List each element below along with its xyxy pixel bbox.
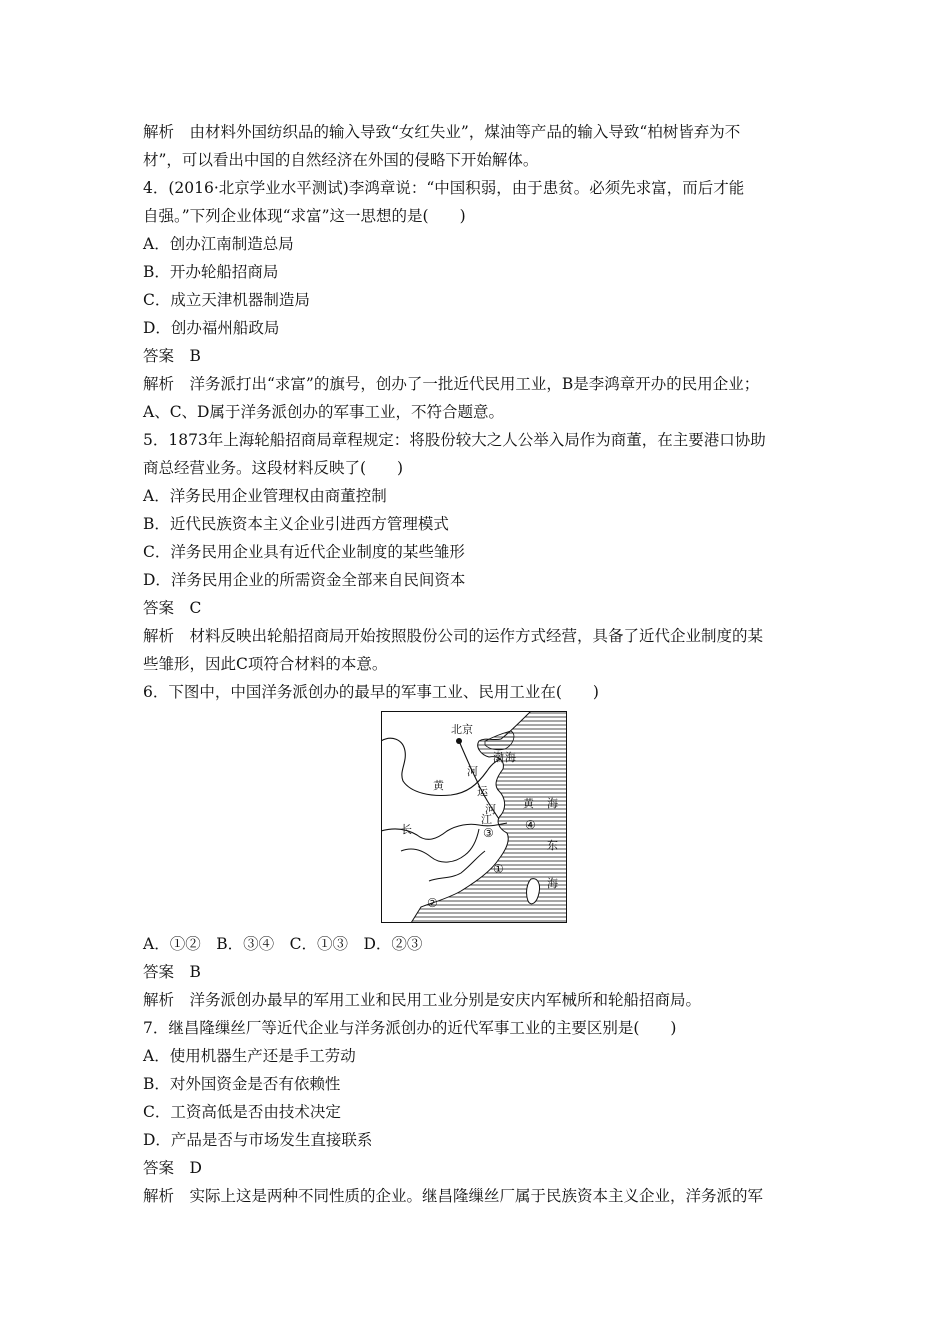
map-label-east-sea: 海 (547, 877, 558, 890)
question-4-option-c: C．成立天津机器制造局 (143, 291, 310, 309)
map-label-yangtze: 江 (481, 813, 492, 826)
question-5-stem: 商总经营业务。这段材料反映了( ) (143, 459, 404, 477)
map-label-east-sea: 东 (547, 839, 558, 852)
map-label-yellow-sea: 黄 (523, 797, 534, 810)
question-5-analysis: 些雏形，因此C项符合材料的本意。 (143, 655, 388, 673)
question-5-option-b: B．近代民族资本主义企业引进西方管理模式 (143, 515, 449, 533)
question-5-answer: 答案 C (143, 599, 202, 617)
question-6-answer: 答案 B (143, 963, 201, 981)
question-7-option-d: D．产品是否与市场发生直接联系 (143, 1131, 373, 1149)
question-5-option-c: C．洋务民用企业具有近代企业制度的某些雏形 (143, 543, 465, 561)
question-7-option-a: A．使用机器生产还是手工劳动 (143, 1047, 356, 1065)
map-marker-3: ③ (483, 826, 494, 840)
question-7-stem: 7．继昌隆缫丝厂等近代企业与洋务派创办的近代军事工业的主要区别是( ) (143, 1019, 677, 1037)
question-5-option-d: D．洋务民用企业的所需资金全部来自民间资本 (143, 571, 466, 589)
south-river (429, 851, 485, 881)
question-4-option-a: A．创办江南制造总局 (143, 235, 294, 253)
map-label-bohai: 海 (505, 751, 516, 764)
question-5-stem: 5．1873年上海轮船招商局章程规定：将股份较大之人公举入局作为商董，在主要港口协助 (143, 431, 766, 449)
text-line: 材”，可以看出中国的自然经济在外国的侵略下开始解体。 (143, 151, 539, 169)
text-line: 解析 由材料外国纺织品的输入导致“女红失业”，煤油等产品的输入导致“柏树皆弃为不 (143, 123, 741, 141)
question-7-analysis: 解析 实际上这是两种不同性质的企业。继昌隆缫丝厂属于民族资本主义企业，洋务派的军 (143, 1187, 764, 1205)
question-4-analysis: A、C、D属于洋务派创办的军事工业，不符合题意。 (143, 403, 504, 421)
question-7-answer: 答案 D (143, 1159, 202, 1177)
question-7-option-b: B．对外国资金是否有依赖性 (143, 1075, 341, 1093)
question-7-option-c: C．工资高低是否由技术决定 (143, 1103, 341, 1121)
map-label-yellow-sea: 海 (547, 797, 558, 810)
question-4-stem: 4．(2016·北京学业水平测试)李鸿章说：“中国积弱，由于患贫。必须先求富，而后才能 (143, 179, 745, 197)
map-marker-1: ① (493, 862, 504, 876)
question-6-options: A．①② B．③④ C．①③ D．②③ (143, 935, 423, 953)
beijing-dot (456, 738, 462, 744)
map-label-canal: 运 (477, 785, 488, 798)
question-4-option-d: D．创办福州船政局 (143, 319, 280, 337)
map-label-river: 河 (485, 803, 496, 816)
question-4-answer: 答案 B (143, 347, 201, 365)
text-block-top (143, 118, 823, 706)
question-6-stem: 6．下图中，中国洋务派创办的最早的军事工业、民用工业在( ) (143, 683, 599, 701)
question-5-option-a: A．洋务民用企业管理权由商董控制 (143, 487, 387, 505)
map-label-yangtze: 长 (401, 823, 412, 836)
question-4-analysis: 解析 洋务派打出“求富”的旗号，创办了一批近代民用工业，B是李鸿章开办的民用企业； (143, 375, 760, 393)
question-6-analysis: 解析 洋务派创办最早的军用工业和民用工业分别是安庆内军械所和轮船招商局。 (143, 991, 702, 1009)
document-page (143, 118, 823, 706)
china-map-figure (381, 711, 567, 923)
map-label-river: 河 (467, 765, 478, 778)
question-5-analysis: 解析 材料反映出轮船招商局开始按照股份公司的运作方式经营，具备了近代企业制度的某 (143, 627, 764, 645)
map-marker-4: ④ (525, 818, 536, 832)
map-svg (381, 711, 567, 923)
question-4-stem: 自强。”下列企业体现“求富”这一思想的是( ) (143, 207, 466, 225)
document-page-lower (143, 930, 823, 1210)
map-marker-2: ② (427, 896, 438, 910)
map-label-beijing: 北京 (451, 723, 473, 736)
yangtze-tributary (401, 829, 479, 862)
question-4-option-b: B．开办轮船招商局 (143, 263, 279, 281)
map-label-yellow-river: 黄 (433, 779, 444, 792)
map-label-bohai: 渤 (493, 751, 504, 764)
